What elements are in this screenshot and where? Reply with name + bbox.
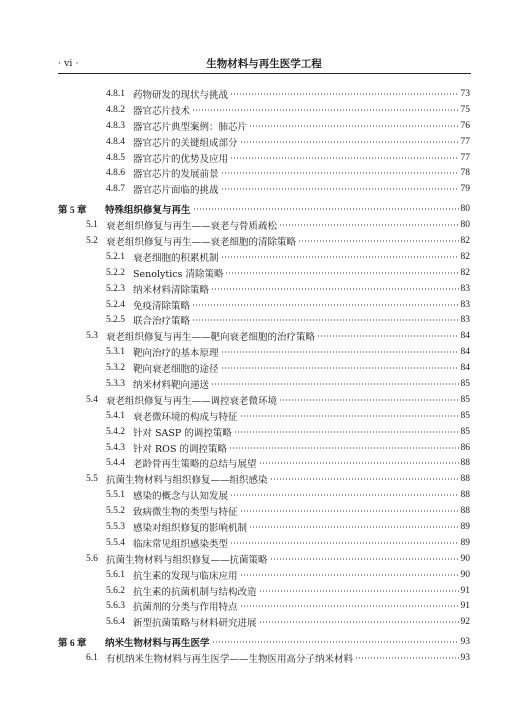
dot-leader [240,509,459,513]
entry-number: 第 6 章 [58,639,87,650]
entry-number: 第 5 章 [58,206,87,217]
entry-number: 5.2.3 [106,283,125,294]
entry-page: 79 [460,184,470,195]
toc-section-entry[interactable] [58,217,470,233]
entry-title: 药物研发的现状与挑战 [133,89,229,101]
entry-number: 5.5.1 [106,490,125,501]
entry-number: 5.6.2 [106,585,125,596]
dot-leader [192,318,458,322]
entry-title: 器官芯片的优势及应用 [133,153,229,165]
entry-page: 82 [460,235,470,246]
entry-title: 衰老组织修复与再生——调控衰老微环境 [106,395,278,407]
entry-page: 92 [460,617,470,628]
entry-page: 88 [460,458,470,469]
dot-leader [192,108,458,112]
toc-section-entry[interactable] [58,328,470,344]
entry-title: 纳米生物材料与再生医学 [105,638,210,650]
entry-title: 致病微生物的类型与特征 [133,507,238,519]
entry-page: 88 [460,490,470,501]
entry-page: 78 [460,168,470,179]
entry-number: 5.3 [86,331,98,342]
entry-number: 5.2 [86,235,98,246]
entry-number: 5.5.2 [106,506,125,517]
entry-number: 5.3.3 [106,378,125,389]
entry-title: 器官芯片的关键组成部分 [133,137,238,149]
toc-subsection-entry[interactable] [58,312,470,328]
toc-subsection-entry[interactable] [58,535,470,551]
entry-title: 临床常见组织感染类型 [133,538,229,550]
entry-page: 93 [460,653,470,664]
toc-subsection-entry[interactable] [58,519,470,535]
entry-page: 77 [460,152,470,163]
entry-number: 5.3.1 [106,347,125,358]
entry-page: 80 [460,204,470,215]
entry-title: 衰老组织修复与再生——衰老与骨质疏松 [106,221,278,233]
entry-number: 5.6.4 [106,617,125,628]
dot-leader [221,366,459,370]
entry-title: Senolytics 清除策略 [133,268,224,280]
dot-leader [270,477,459,481]
dot-leader [211,382,458,386]
entry-number: 4.8.5 [106,152,125,163]
toc-section-entry[interactable] [58,650,470,666]
entry-page: 83 [460,299,470,310]
toc-subsection-entry[interactable] [58,181,470,197]
dot-leader [229,446,459,450]
book-title: 生物材料与再生医学工程 [206,58,322,70]
dot-leader [230,92,458,96]
toc-subsection-entry[interactable] [58,424,470,440]
toc-subsection-entry[interactable] [58,118,470,134]
entry-number: 5.1 [86,220,98,231]
page-number: · vi · [58,58,79,69]
toc-subsection-entry[interactable] [58,583,470,599]
toc-subsection-entry[interactable] [58,165,470,181]
running-header [58,56,470,72]
toc-section-entry[interactable] [58,551,470,567]
entry-title: 纳米材料清除策略 [133,284,210,296]
dot-leader [298,239,458,243]
toc-subsection-entry[interactable] [58,102,470,118]
dot-leader [230,493,458,497]
entry-page: 88 [460,474,470,485]
entry-page: 85 [460,426,470,437]
entry-title: 衰老组织修复与再生——靶向衰老细胞的治疗策略 [106,332,316,344]
dot-leader [221,350,459,354]
entry-title: 抗生素的发现与临床应用 [133,570,238,582]
entry-number: 5.2.1 [106,251,125,262]
entry-number: 5.5.4 [106,537,125,548]
entry-title: 感染的概念与认知发展 [133,491,229,503]
entry-number: 5.2.2 [106,267,125,278]
dot-leader [225,271,458,275]
dot-leader [221,171,459,175]
dot-leader [259,620,459,624]
entry-title: 免疫清除策略 [133,300,191,312]
entry-page: 80 [460,220,470,231]
entry-number: 4.8.4 [106,136,125,147]
toc-subsection-entry[interactable] [58,455,470,471]
entry-number: 5.4.1 [106,410,125,421]
entry-number: 6.1 [86,653,98,664]
entry-title: 老龄骨再生策略的总结与展望 [133,459,257,471]
entry-title: 器官芯片的发展前景 [133,169,219,181]
toc-subsection-entry[interactable] [58,487,470,503]
entry-number: 4.8.6 [106,168,125,179]
entry-number: 5.5.3 [106,521,125,532]
entry-page: 91 [460,585,470,596]
dot-leader [193,207,459,211]
toc-section-entry[interactable] [58,392,470,408]
entry-number: 5.4.4 [106,458,125,469]
entry-page: 91 [460,601,470,612]
entry-page: 83 [460,315,470,326]
entry-number: 4.8.7 [106,184,125,195]
entry-page: 85 [460,410,470,421]
entry-number: 4.8.2 [106,104,125,115]
toc-subsection-entry[interactable] [58,344,470,360]
toc-chapter-entry[interactable] [58,201,470,217]
entry-title: 针对 SASP 的调控策略 [133,427,232,439]
entry-title: 纳米材料靶向递送 [133,379,210,391]
entry-number: 5.3.2 [106,363,125,374]
dot-leader [240,140,459,144]
dot-leader [355,656,458,660]
table-of-contents [58,86,470,666]
entry-number: 5.2.4 [106,299,125,310]
entry-title: 器官芯片典型案例：肺芯片 [133,121,248,133]
toc-subsection-entry[interactable] [58,360,470,376]
toc-subsection-entry[interactable] [58,297,470,313]
entry-title: 衰老细胞的积累机制 [133,252,219,264]
entry-title: 靶向衰老细胞的途径 [133,364,219,376]
dot-leader [259,461,459,465]
entry-page: 84 [460,363,470,374]
dot-leader [317,334,458,338]
entry-title: 靶向治疗的基本原理 [133,348,219,360]
dot-leader [234,430,459,434]
toc-subsection-entry[interactable] [58,408,470,424]
toc-subsection-entry[interactable] [58,376,470,392]
entry-page: 89 [460,521,470,532]
entry-page: 84 [460,331,470,342]
entry-title: 衰老微环境的构成与特征 [133,411,238,423]
dot-leader [192,303,458,307]
entry-title: 有机纳米生物材料与再生医学——生物医用高分子纳米材料 [106,654,354,666]
dot-leader [212,640,459,644]
dot-leader [259,589,459,593]
entry-title: 器官芯片面临的挑战 [133,185,219,197]
entry-page: 90 [460,553,470,564]
dot-leader [240,414,459,418]
entry-title: 联合治疗策略 [133,316,191,328]
dot-leader [230,156,458,160]
entry-page: 89 [460,537,470,548]
toc-chapter-entry[interactable] [58,634,470,650]
entry-number: 5.4.2 [106,426,125,437]
entry-title: 衰老组织修复与再生——衰老细胞的清除策略 [106,236,297,248]
dot-leader [211,287,458,291]
entry-title: 特殊组织修复与再生 [105,205,191,217]
entry-number: 4.8.1 [106,88,125,99]
toc-subsection-entry[interactable] [58,567,470,583]
toc-subsection-entry[interactable] [58,86,470,102]
entry-title: 抗菌剂的分类与作用特点 [133,602,238,614]
entry-page: 90 [460,569,470,580]
dot-leader [240,604,459,608]
toc-subsection-entry[interactable] [58,265,470,281]
toc-subsection-entry[interactable] [58,249,470,265]
dot-leader [240,573,459,577]
entry-page: 75 [460,104,470,115]
entry-title: 新型抗菌策略与材料研究进展 [133,618,257,630]
toc-subsection-entry[interactable] [58,281,470,297]
entry-page: 82 [460,267,470,278]
entry-number: 5.4 [86,394,98,405]
toc-subsection-entry[interactable] [58,134,470,150]
entry-number: 5.6.3 [106,601,125,612]
entry-number: 5.6 [86,553,98,564]
toc-section-entry[interactable] [58,233,470,249]
dot-leader [249,124,458,128]
dot-leader [249,525,458,529]
entry-page: 93 [460,637,470,648]
entry-page: 86 [460,442,470,453]
entry-page: 73 [460,88,470,99]
entry-title: 针对 ROS 的调控策略 [133,443,227,455]
toc-subsection-entry[interactable] [58,503,470,519]
entry-number: 5.2.5 [106,315,125,326]
dot-leader [279,398,458,402]
entry-page: 88 [460,506,470,517]
entry-title: 感染对组织修复的影响机制 [133,522,248,534]
entry-number: 4.8.3 [106,120,125,131]
entry-number: 5.5 [86,474,98,485]
toc-subsection-entry[interactable] [58,440,470,456]
entry-page: 76 [460,120,470,131]
toc-subsection-entry[interactable] [58,614,470,630]
entry-title: 器官芯片技术 [133,105,191,117]
entry-page: 85 [460,378,470,389]
entry-page: 77 [460,136,470,147]
dot-leader [221,255,459,259]
toc-subsection-entry[interactable] [58,150,470,166]
dot-leader [279,223,458,227]
toc-section-entry[interactable] [58,471,470,487]
entry-title: 抗菌生物材料与组织修复——组织感染 [106,475,268,487]
entry-page: 85 [460,394,470,405]
entry-number: 5.4.3 [106,442,125,453]
dot-leader [221,187,459,191]
entry-title: 抗菌生物材料与组织修复——抗菌策略 [106,554,268,566]
toc-subsection-entry[interactable] [58,599,470,615]
entry-page: 83 [460,283,470,294]
entry-number: 5.6.1 [106,569,125,580]
dot-leader [230,541,458,545]
entry-page: 82 [460,251,470,262]
entry-title: 抗生素的抗菌机制与结构改造 [133,586,257,598]
header-rule [58,73,471,74]
dot-leader [270,557,459,561]
entry-page: 84 [460,347,470,358]
